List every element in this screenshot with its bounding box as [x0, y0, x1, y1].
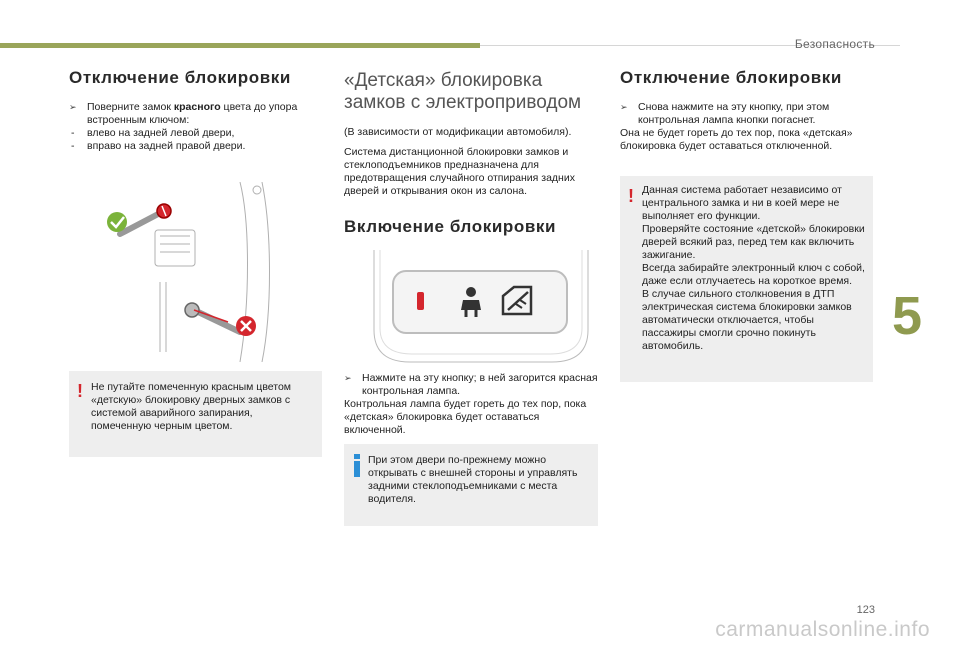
lock-lower	[185, 303, 240, 332]
step-text-end: цвета до упора	[220, 101, 298, 113]
col3-warning-text	[642, 184, 866, 353]
step-text-line2: встроенным ключом:	[87, 114, 190, 126]
col3-warning-box	[620, 176, 873, 382]
info-icon	[354, 454, 360, 477]
col2-instructions	[344, 372, 600, 437]
col3-step: ➢ Снова нажмите на эту кнопку, при этом контрольная лампа кнопки погаснет.	[620, 101, 830, 126]
door-lock-illustration	[100, 182, 280, 362]
watermark: carmanualsonline.info	[715, 618, 930, 641]
col2-title: «Детская» блокировка замков с электроприводом	[344, 70, 582, 113]
col1-instructions	[69, 101, 319, 153]
col2-description: Система дистанционной блокировки замков и стеклоподъемников предназначена для предотвращения случайного отпирания задних дверей и открывания окон из салона.	[344, 146, 575, 197]
warning-paragraph-4: В случае сильного столкновения в ДТП электрическая система блокировки замков автоматически отключается, чтобы пассажиры смогли срочно покинуть автомобиль.	[642, 288, 852, 352]
top-accent-bar	[0, 43, 480, 48]
child-lock-button[interactable]	[392, 270, 568, 334]
warning-paragraph-2: Проверяйте состояние «детской» блокировки дверей всякий раз, перед тем как включить зажигание.	[642, 223, 865, 261]
bullet-arrow-icon: ➢	[620, 102, 628, 112]
warning-icon: !	[628, 186, 634, 206]
col1-dash-2: - вправо на задней правой двери.	[71, 140, 246, 152]
indicator-lamp	[417, 292, 424, 310]
chapter-number: 5	[891, 286, 922, 346]
col3-title: Отключение блокировки	[620, 68, 842, 87]
warning-icon: !	[77, 381, 83, 401]
section-title: Безопасность	[794, 37, 875, 51]
col2-variant-note: (В зависимости от модификации автомобиля).	[344, 126, 572, 138]
warning-paragraph-3: Всегда забирайте электронный ключ с собой, даже если отлучаетесь на короткое время.	[642, 262, 865, 287]
bullet-arrow-icon: ➢	[69, 102, 77, 112]
window-lock-icon	[500, 284, 534, 318]
col3-instructions	[620, 101, 872, 153]
step-text: Поверните замок	[87, 101, 174, 113]
child-lock-icon	[454, 284, 488, 318]
col1-step	[69, 101, 319, 127]
child-lock-button-illustration	[370, 250, 592, 366]
col2-step: ➢ Нажмите на эту кнопку; в ней загорится красная контрольная лампа.	[344, 372, 598, 397]
page-number: 123	[856, 604, 875, 616]
col1-warning-box	[69, 371, 322, 457]
col2-info-text: При этом двери по-прежнему можно открывать с внешней стороны и управлять задними стеклоподъемниками с места водителя.	[368, 454, 578, 505]
bullet-arrow-icon: ➢	[344, 373, 352, 383]
check-icon	[107, 212, 127, 232]
cross-icon	[236, 316, 256, 336]
col2-lamp-note: Контрольная лампа будет гореть до тех пор, пока «детская» блокировка будет оставаться включенной.	[344, 398, 587, 436]
warning-paragraph-1: Данная система работает независимо от центрального замка и ни в коей мере не выполняет его функции.	[642, 184, 842, 222]
col2-info-box	[344, 444, 598, 526]
col1-dash-1: - влево на задней левой двери,	[71, 127, 235, 139]
col3-lamp-note: Она не будет гореть до тех пор, пока «детская» блокировка будет оставаться отключенной.	[620, 127, 853, 152]
col1-warning-text: Не путайте помеченную красным цветом «детскую» блокировку дверных замков с системой аварийного запирания, помеченную черным цветом.	[91, 381, 292, 432]
step-text-bold: красного	[173, 101, 221, 113]
col1-title: Отключение блокировки	[69, 68, 291, 87]
door-lock-drawing	[100, 182, 280, 362]
col2-intro	[344, 126, 596, 198]
col2-subtitle: Включение блокировки	[344, 217, 557, 236]
